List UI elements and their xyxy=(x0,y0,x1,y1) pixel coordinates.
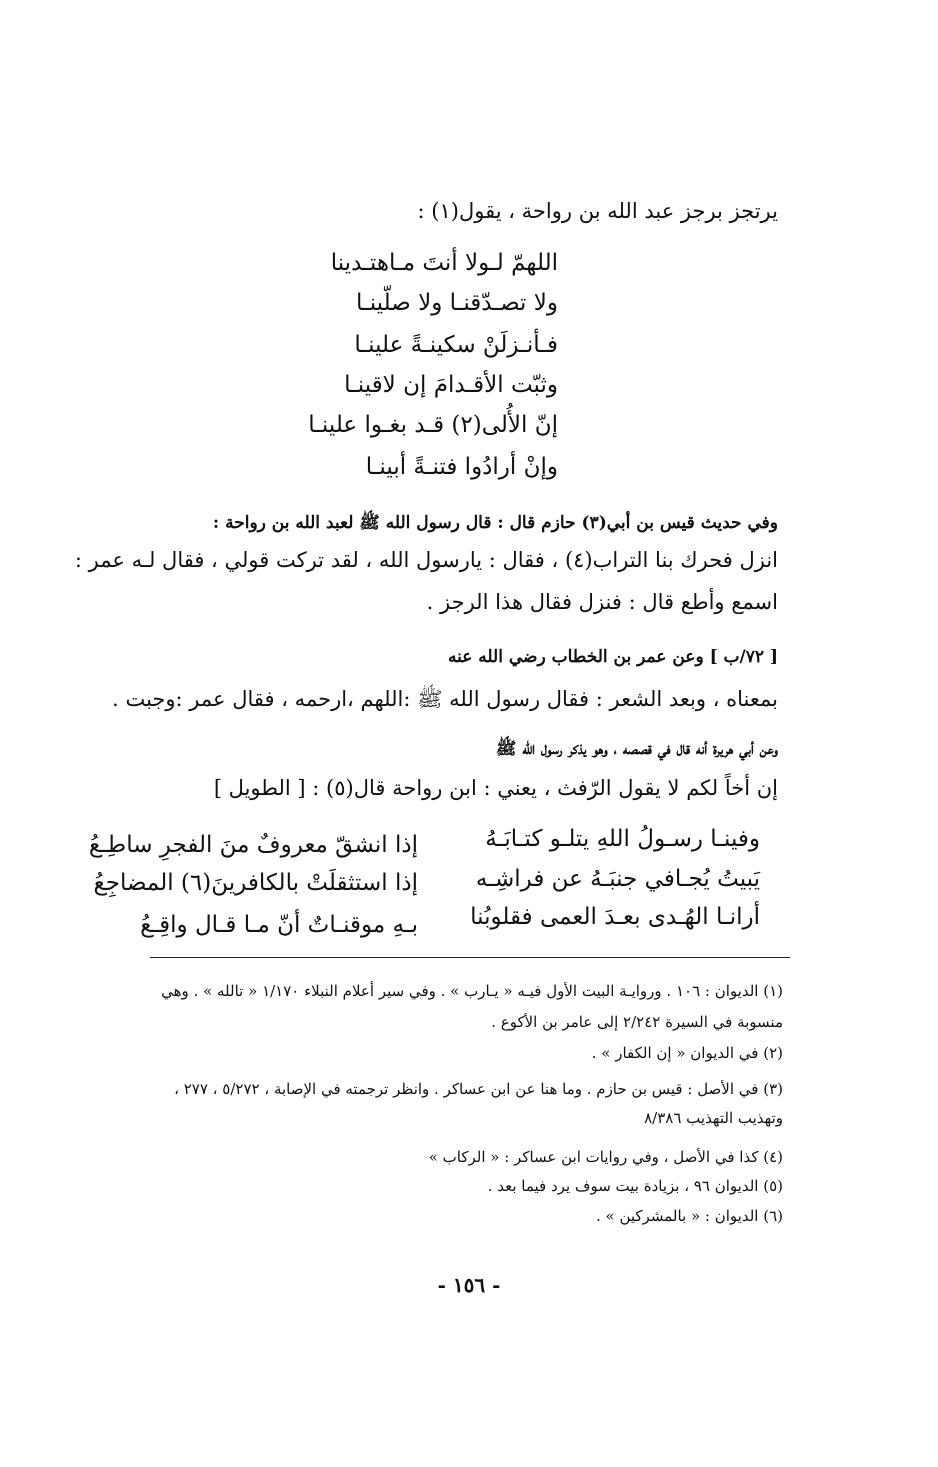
hadith-heading-umar: [ ٧٢/ب ] وعن عمر بن الخطاب رضي الله عنه xyxy=(447,647,778,667)
paragraph-line: انزل فحرك بنا التراب(٤) ، فقال : يارسول الله ، لقد تركت قولي ، فقال لـه عمر : xyxy=(74,548,778,572)
verse-hemistich-second: إذا انشقّ معروفٌ منَ الفجرِ ساطِـعُ xyxy=(88,832,418,858)
footnote-3-line-1: (٣) في الأصل : قيس بن حازم . وما هنا عن ابن عساكر . وانظر ترجمته في الإصابة ، ٥/٢٧٢ ، ٢٧٧ ، xyxy=(174,1080,783,1098)
hadith-heading-abu-hurayra: وعن أبي هريرة أنه قال في قصصه ، وهو يذكر رسول الله ﷺ xyxy=(495,739,778,759)
rajaz-line-1: اللهمّ لـولا أنتَ مـاهتـدينا xyxy=(330,250,558,276)
page-number: - ١٥٦ - xyxy=(437,1273,501,1297)
footnote-divider xyxy=(150,957,790,958)
verse-hemistich-second: بـهِ موقنـاتٌ أنّ مـا قـال واقِـعُ xyxy=(140,912,418,938)
rajaz-line-4: وثبّت الأقـدامَ إن لاقينـا xyxy=(344,372,558,398)
verse-hemistich-first: وفينـا رسـولُ اللهِ يتلـو كتـابَـهُ xyxy=(485,826,760,852)
footnote-2: (٢) في الديوان « إن الكفار » . xyxy=(591,1044,783,1062)
hadith-heading-qays: وفي حديث قيس بن أبي(٣) حازم قال : قال رسول الله ﷺ لعبد الله بن رواحة : xyxy=(212,513,778,533)
verse-hemistich-second: إذا استثقلَتْ بالكافرينَ(٦) المضاجِعُ xyxy=(93,870,418,896)
footnote-6: (٦) الديوان : « بالمشركين » . xyxy=(595,1207,783,1225)
footnote-1-line-2: منسوبة في السيرة ٢/٢٤٢ إلى عامر بن الأكوع . xyxy=(491,1013,783,1031)
footnote-4: (٤) كذا في الأصل ، وفي روايات ابن عساكر : « الركاب » xyxy=(428,1148,783,1166)
paragraph-line: بمعناه ، وبعد الشعر : فقال رسول الله ﷺ :اللهم ،ارحمه ، فقال عمر :وجبت . xyxy=(112,687,778,711)
rajaz-line-2: ولا تصـدّقنـا ولا صلّينـا xyxy=(356,290,558,316)
rajaz-line-3: فـأنـزلَنْ سكينـةً علينـا xyxy=(354,332,558,358)
paragraph-line: اسمع وأطع قال : فنزل فقال هذا الرجز . xyxy=(426,590,778,614)
footnote-3-line-2: وتهذيب التهذيب ٨/٣٨٦ xyxy=(644,1109,783,1127)
footnote-1-line-1: (١) الديوان : ١٠٦ . وروايـة البيت الأول فيـه « يـارب » . وفي سير أعلام النبلاء ١/١٧٠ « تالله » . وهي xyxy=(161,982,783,1000)
paragraph-line: إن أخاً لكم لا يقول الرّفث ، يعني : ابن رواحة قال(٥) : [ الطويل ] xyxy=(213,776,778,800)
footnote-5: (٥) الديوان ٩٦ ، بزيادة بيت سوف يرد فيما بعد . xyxy=(487,1177,783,1195)
verse-hemistich-first: أرانـا الهُـدى بعـدَ العمى فقلوبُنا xyxy=(470,904,760,930)
verse-hemistich-first: يَبيتُ يُجـافي جنبَـهُ عن فراشِـه xyxy=(475,866,760,892)
rajaz-line-5: إنّ الأُلى(٢) قـد بغـوا علينـا xyxy=(308,412,558,438)
intro-line: يرتجز برجز عبد الله بن رواحة ، يقول(١) : xyxy=(417,199,778,223)
rajaz-line-6: وإنْ أرادُوا فتنـةً أبينـا xyxy=(365,454,558,480)
